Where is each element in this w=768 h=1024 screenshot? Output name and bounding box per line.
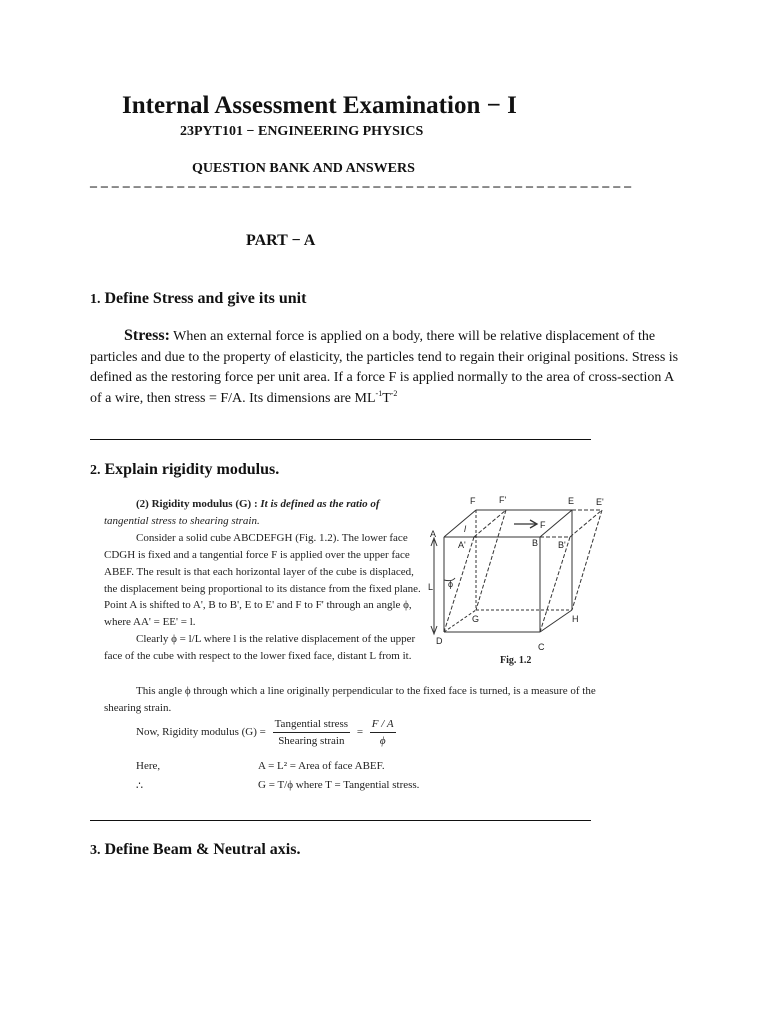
here-label: Here, bbox=[136, 760, 161, 772]
figure-caption: Fig. 1.2 bbox=[500, 655, 532, 666]
here-row bbox=[136, 760, 385, 772]
dashed-separator: – – – – – – – – – – – – – – – – – – – – – – – – – – – – – – – – – – – – – – – – – – – – – – – – – – bbox=[90, 179, 632, 194]
excerpt-definition-cont: tangential stress to shearing strain. bbox=[104, 514, 260, 527]
fraction-denominator: Shearing strain bbox=[278, 735, 345, 747]
question-text: Define Stress and give its unit bbox=[104, 290, 307, 307]
question-number: 3. bbox=[90, 843, 101, 858]
edge-ch bbox=[540, 610, 572, 632]
question-1 bbox=[90, 290, 306, 308]
fraction-denominator: ϕ bbox=[379, 735, 386, 747]
section-divider bbox=[90, 439, 591, 440]
therefore-row bbox=[136, 779, 420, 792]
part-heading: PART − A bbox=[246, 232, 316, 249]
answer-body: When an external force is applied on a body, there will be relative displacement of the particles and due to the property of elasticity, the particles tend to regain their original positions. Stress is defined as the restoring force per unit area. If a force F is applied normally to the area of cross-section A of a wire, then stress = F/A. Its dimensions are ML bbox=[90, 329, 679, 406]
fraction-force-area bbox=[370, 718, 396, 747]
exponent-2: -2 bbox=[390, 388, 398, 398]
answer-term: Stress: bbox=[124, 327, 170, 344]
label-h: H bbox=[572, 614, 579, 624]
excerpt-lead: (2) Rigidity modulus (G) : bbox=[136, 498, 258, 510]
dimension-t: T bbox=[382, 390, 391, 406]
question-text: Define Beam & Neutral axis. bbox=[104, 841, 301, 858]
label-a: A bbox=[430, 529, 437, 539]
edge-e-prime-h bbox=[572, 510, 602, 610]
label-a-prime: A' bbox=[458, 540, 466, 550]
label-e-prime: E' bbox=[596, 497, 604, 507]
answer-1 bbox=[90, 326, 686, 409]
therefore-value: G = T/ϕ where T = Tangential stress. bbox=[258, 779, 420, 791]
label-e: E bbox=[568, 496, 575, 506]
therefore-label: ∴ bbox=[136, 780, 143, 792]
edge-b-prime-c bbox=[540, 537, 570, 632]
excerpt-para-1: Consider a solid cube ABCDEFGH (Fig. 1.2). The lower face CDGH is fixed and a tangential force F is applied over the upper face ABEF. The result is that each horizontal layer of the cube is displaced, the displacement being proportional to its distance from the fixed plane. Point A is shifted to A', B to B', E to E' and F to F' through an angle ϕ, where AA' = EE' = l. bbox=[104, 531, 421, 629]
label-b-prime: B' bbox=[558, 540, 566, 550]
edge-b-prime-e-prime bbox=[570, 510, 602, 537]
exponent-1: -1 bbox=[375, 388, 383, 398]
label-f-prime: F' bbox=[499, 495, 507, 505]
textbook-excerpt bbox=[104, 496, 422, 665]
label-phi: ϕ bbox=[448, 579, 454, 589]
course-subject: 23PYT101 − ENGINEERING PHYSICS bbox=[180, 124, 424, 139]
label-f: F bbox=[470, 496, 476, 506]
question-number: 2. bbox=[90, 463, 101, 478]
label-l-small: l bbox=[464, 524, 466, 534]
equals-sign: = bbox=[356, 726, 364, 739]
fraction-numerator: Tangential stress bbox=[273, 718, 350, 733]
question-3 bbox=[90, 841, 300, 859]
section-divider bbox=[90, 820, 591, 821]
label-g: G bbox=[472, 614, 480, 624]
label-d: D bbox=[436, 636, 443, 646]
label-force: F bbox=[540, 520, 546, 530]
edge-af bbox=[444, 510, 476, 537]
document-subtitle: QUESTION BANK AND ANSWERS bbox=[192, 161, 415, 176]
excerpt-definition: It is defined as the ratio of bbox=[260, 498, 380, 510]
excerpt-para-3: This angle ϕ through which a line originally perpendicular to the fixed face is turned, is a measure of the shearing strain. bbox=[104, 685, 596, 714]
shear-cube-diagram bbox=[428, 492, 628, 662]
here-value: A = L² = Area of face ABEF. bbox=[258, 760, 385, 772]
excerpt-para-3-block bbox=[104, 683, 612, 717]
question-text: Explain rigidity modulus. bbox=[104, 461, 280, 478]
question-2 bbox=[90, 461, 279, 479]
label-b: B bbox=[532, 538, 539, 548]
question-number: 1. bbox=[90, 292, 101, 307]
edge-a-prime-f-prime bbox=[474, 510, 506, 537]
formula-prefix: Now, Rigidity modulus (G) = bbox=[136, 726, 266, 739]
label-length: L bbox=[428, 582, 434, 592]
fraction-numerator: F / A bbox=[370, 718, 396, 733]
rigidity-formula bbox=[136, 718, 400, 747]
page-title: Internal Assessment Examination − I bbox=[122, 92, 517, 119]
excerpt-para-2: Clearly ϕ = l/L where l is the relative displacement of the upper face of the cube with respect to the lower fixed face, distant L from it. bbox=[104, 633, 416, 663]
edge-f-prime-g bbox=[476, 510, 506, 610]
label-c: C bbox=[538, 642, 545, 652]
fraction-stress-strain bbox=[273, 718, 350, 747]
